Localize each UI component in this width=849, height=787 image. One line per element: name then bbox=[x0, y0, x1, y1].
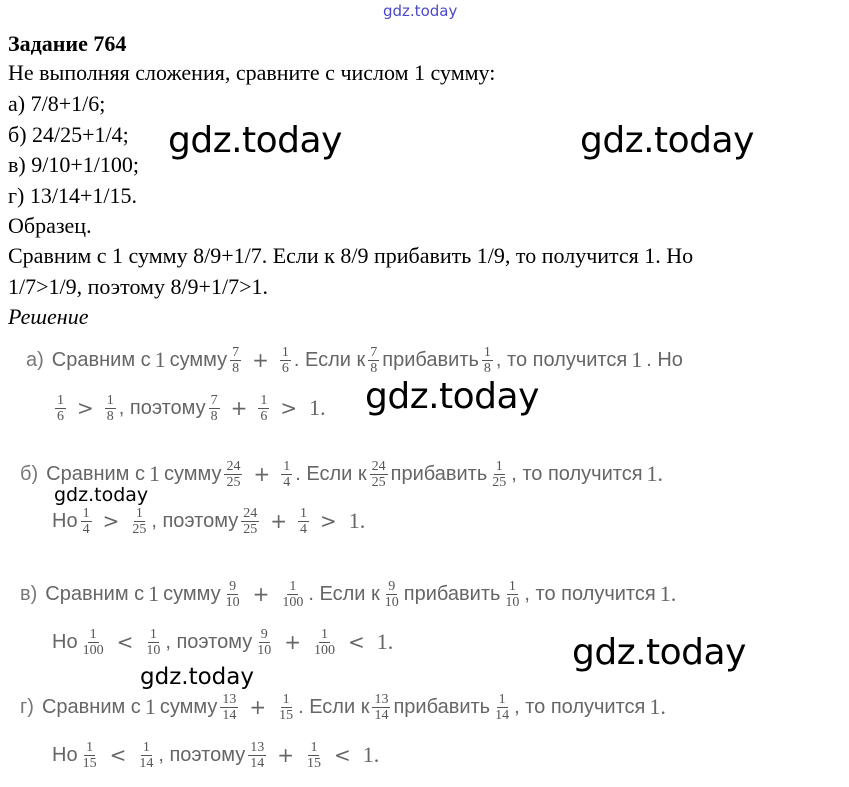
watermark-top: gdz.today bbox=[383, 2, 458, 20]
watermark: gdz.today bbox=[365, 376, 539, 417]
greater-than-sign: > bbox=[319, 509, 337, 533]
fraction bbox=[493, 692, 511, 723]
fraction bbox=[370, 459, 388, 490]
denominator: 10 bbox=[146, 642, 161, 658]
number: 1. bbox=[362, 742, 380, 767]
solution-a-line-2 bbox=[52, 390, 330, 426]
numerator: 9 bbox=[388, 578, 396, 594]
task-item-g: г) 13/14+1/15. bbox=[8, 183, 137, 208]
number: 1. bbox=[659, 581, 677, 606]
denominator: 25 bbox=[492, 474, 507, 490]
solution-label: б) bbox=[20, 462, 39, 485]
task-item-v: в) 9/10+1/100; bbox=[8, 152, 139, 177]
denominator: 100 bbox=[313, 642, 335, 658]
fraction bbox=[130, 506, 148, 537]
text: Но bbox=[52, 509, 78, 532]
fraction bbox=[230, 345, 241, 376]
denominator: 25 bbox=[226, 474, 241, 490]
number: 1. bbox=[646, 461, 664, 486]
denominator: 15 bbox=[82, 755, 97, 771]
denominator: 14 bbox=[250, 755, 265, 771]
solution-heading: Решение bbox=[8, 304, 89, 329]
fraction bbox=[55, 393, 66, 424]
fraction bbox=[280, 579, 305, 610]
solution-v-line-2 bbox=[52, 624, 397, 660]
denominator: 15 bbox=[306, 755, 321, 771]
numerator: 1 bbox=[299, 505, 307, 521]
numerator: 1 bbox=[260, 392, 268, 408]
denominator: 4 bbox=[283, 474, 291, 490]
denominator: 10 bbox=[505, 594, 520, 610]
text: , то получится bbox=[524, 582, 656, 605]
solution-b-line-2 bbox=[52, 503, 369, 539]
fraction bbox=[312, 627, 337, 658]
numerator: 13 bbox=[250, 739, 265, 755]
numerator: 1 bbox=[149, 626, 157, 642]
text: прибавить bbox=[390, 462, 488, 485]
text: сумму bbox=[163, 462, 222, 485]
plus-sign: + bbox=[270, 509, 287, 533]
denominator: 8 bbox=[106, 408, 114, 424]
numerator: 1 bbox=[135, 505, 143, 521]
watermark: gdz.today bbox=[54, 484, 149, 506]
numerator: 1 bbox=[508, 578, 516, 594]
text: прибавить bbox=[403, 582, 501, 605]
text: , то получится bbox=[514, 695, 646, 718]
numerator: 1 bbox=[82, 505, 90, 521]
number: 1. bbox=[649, 694, 666, 719]
fraction bbox=[224, 459, 242, 490]
text: прибавить bbox=[393, 695, 491, 718]
fraction bbox=[81, 627, 106, 658]
solution-b-line-1 bbox=[20, 456, 667, 492]
numerator: 1 bbox=[282, 691, 290, 707]
numerator: 24 bbox=[226, 458, 241, 474]
numerator: 7 bbox=[370, 344, 378, 360]
fraction bbox=[490, 459, 508, 490]
number: 1 bbox=[148, 461, 160, 486]
fraction bbox=[81, 740, 99, 771]
numerator: 13 bbox=[222, 691, 237, 707]
watermark: gdz.today bbox=[168, 120, 342, 161]
number: 1. bbox=[309, 395, 326, 420]
plus-sign: + bbox=[249, 695, 267, 719]
fraction bbox=[281, 459, 292, 490]
numerator: 1 bbox=[498, 691, 506, 707]
plus-sign: + bbox=[252, 348, 269, 372]
text: , поэтому bbox=[151, 509, 239, 532]
example-line-1: Сравним с 1 сумму 8/9+1/7. Если к 8/9 прибавить 1/9, то получится 1. Но bbox=[8, 243, 694, 268]
numerator: 24 bbox=[371, 458, 386, 474]
plus-sign: + bbox=[230, 396, 248, 420]
denominator: 8 bbox=[210, 408, 218, 424]
fraction bbox=[280, 345, 291, 376]
solution-a-line-1 bbox=[26, 342, 683, 378]
numerator: 13 bbox=[374, 691, 389, 707]
fraction bbox=[305, 740, 323, 771]
less-than-sign: < bbox=[333, 743, 351, 767]
denominator: 100 bbox=[82, 642, 104, 658]
denominator: 14 bbox=[374, 707, 389, 723]
numerator: 7 bbox=[210, 392, 218, 408]
fraction bbox=[372, 692, 390, 723]
denominator: 6 bbox=[57, 408, 64, 424]
numerator: 1 bbox=[89, 626, 97, 642]
denominator: 10 bbox=[384, 594, 399, 610]
task-item-a: а) 7/8+1/6; bbox=[8, 91, 106, 116]
plus-sign: + bbox=[253, 462, 271, 486]
solution-g-line-2 bbox=[52, 737, 383, 773]
less-than-sign: < bbox=[347, 630, 365, 654]
less-than-sign: < bbox=[109, 743, 127, 767]
solution-label: в) bbox=[20, 582, 38, 605]
numerator: 1 bbox=[495, 458, 503, 474]
numerator: 7 bbox=[232, 344, 240, 360]
denominator: 14 bbox=[222, 707, 237, 723]
solution-v-line-1 bbox=[20, 576, 680, 612]
numerator: 1 bbox=[281, 344, 289, 360]
denominator: 25 bbox=[132, 521, 147, 537]
text: Но bbox=[52, 630, 78, 653]
task-prompt: Не выполняя сложения, сравните с числом 1 сумму: bbox=[8, 60, 496, 85]
text: сумму bbox=[163, 582, 221, 605]
plus-sign: + bbox=[277, 743, 294, 767]
fraction bbox=[224, 579, 242, 610]
text: , то получится bbox=[495, 348, 628, 371]
number: 1 bbox=[631, 347, 643, 372]
denominator: 4 bbox=[82, 521, 90, 537]
fraction bbox=[298, 506, 309, 537]
denominator: 100 bbox=[282, 594, 304, 610]
text: . Если к bbox=[298, 695, 370, 718]
numerator: 1 bbox=[106, 392, 114, 408]
numerator: 1 bbox=[86, 739, 94, 755]
fraction bbox=[368, 345, 379, 376]
fraction bbox=[503, 579, 521, 610]
greater-than-sign: > bbox=[77, 396, 94, 420]
greater-than-sign: > bbox=[280, 396, 298, 420]
denominator: 14 bbox=[139, 755, 154, 771]
fraction bbox=[482, 345, 493, 376]
text: , поэтому bbox=[158, 743, 246, 766]
number: 1 bbox=[154, 347, 166, 372]
denominator: 10 bbox=[225, 594, 240, 610]
fraction bbox=[258, 393, 269, 424]
number: 1 bbox=[144, 694, 156, 719]
denominator: 8 bbox=[483, 360, 491, 376]
solution-label: г) bbox=[20, 695, 34, 718]
fraction bbox=[137, 740, 155, 771]
text: сумму bbox=[169, 348, 228, 371]
less-than-sign: < bbox=[116, 630, 134, 654]
numerator: 1 bbox=[57, 392, 64, 408]
denominator: 6 bbox=[260, 408, 268, 424]
numerator: 9 bbox=[229, 578, 237, 594]
fraction bbox=[277, 692, 295, 723]
text: сумму bbox=[159, 695, 218, 718]
numerator: 1 bbox=[310, 739, 318, 755]
text: . Если к bbox=[293, 348, 366, 371]
numerator: 1 bbox=[289, 578, 297, 594]
denominator: 25 bbox=[243, 521, 258, 537]
text: . Если к bbox=[308, 582, 380, 605]
plus-sign: + bbox=[284, 630, 301, 654]
fraction bbox=[105, 393, 116, 424]
example-label: Образец. bbox=[8, 213, 92, 238]
denominator: 8 bbox=[370, 360, 378, 376]
fraction bbox=[383, 579, 401, 610]
text: . Если к bbox=[295, 462, 367, 485]
text: Сравним с bbox=[46, 462, 145, 485]
plus-sign: + bbox=[252, 582, 270, 606]
example-line-2: 1/7>1/9, поэтому 8/9+1/7>1. bbox=[8, 274, 268, 299]
watermark: gdz.today bbox=[580, 120, 754, 161]
solution-label: а) bbox=[26, 348, 44, 371]
text: Сравним с bbox=[41, 695, 141, 718]
number: 1 bbox=[148, 581, 160, 606]
denominator: 6 bbox=[281, 360, 289, 376]
numerator: 1 bbox=[142, 739, 150, 755]
solution-g-line-1 bbox=[20, 689, 670, 725]
greater-than-sign: > bbox=[102, 509, 120, 533]
text: , поэтому bbox=[118, 396, 206, 419]
text: прибавить bbox=[382, 348, 479, 371]
denominator: 25 bbox=[371, 474, 386, 490]
denominator: 14 bbox=[495, 707, 510, 723]
numerator: 24 bbox=[243, 505, 258, 521]
fraction bbox=[255, 627, 273, 658]
denominator: 4 bbox=[299, 521, 307, 537]
denominator: 10 bbox=[257, 642, 272, 658]
denominator: 8 bbox=[232, 360, 240, 376]
fraction bbox=[144, 627, 162, 658]
fraction bbox=[220, 692, 238, 723]
task-item-b: б) 24/25+1/4; bbox=[8, 122, 129, 147]
numerator: 1 bbox=[320, 626, 328, 642]
watermark: gdz.today bbox=[140, 664, 254, 690]
text: , поэтому bbox=[165, 630, 253, 653]
numerator: 1 bbox=[483, 344, 491, 360]
text: Сравним с bbox=[51, 348, 151, 371]
numerator: 9 bbox=[260, 626, 268, 642]
text: Но bbox=[52, 743, 78, 766]
number: 1. bbox=[348, 508, 366, 533]
numerator: 1 bbox=[283, 458, 291, 474]
denominator: 15 bbox=[279, 707, 294, 723]
fraction bbox=[241, 506, 259, 537]
text: , то получится bbox=[511, 462, 643, 485]
fraction bbox=[209, 393, 220, 424]
fraction bbox=[248, 740, 266, 771]
watermark: gdz.today bbox=[572, 632, 746, 673]
number: 1. bbox=[376, 629, 394, 654]
text: . Но bbox=[646, 348, 683, 371]
fraction bbox=[81, 506, 92, 537]
text: Сравним с bbox=[45, 582, 145, 605]
task-title: Задание 764 bbox=[8, 31, 127, 56]
